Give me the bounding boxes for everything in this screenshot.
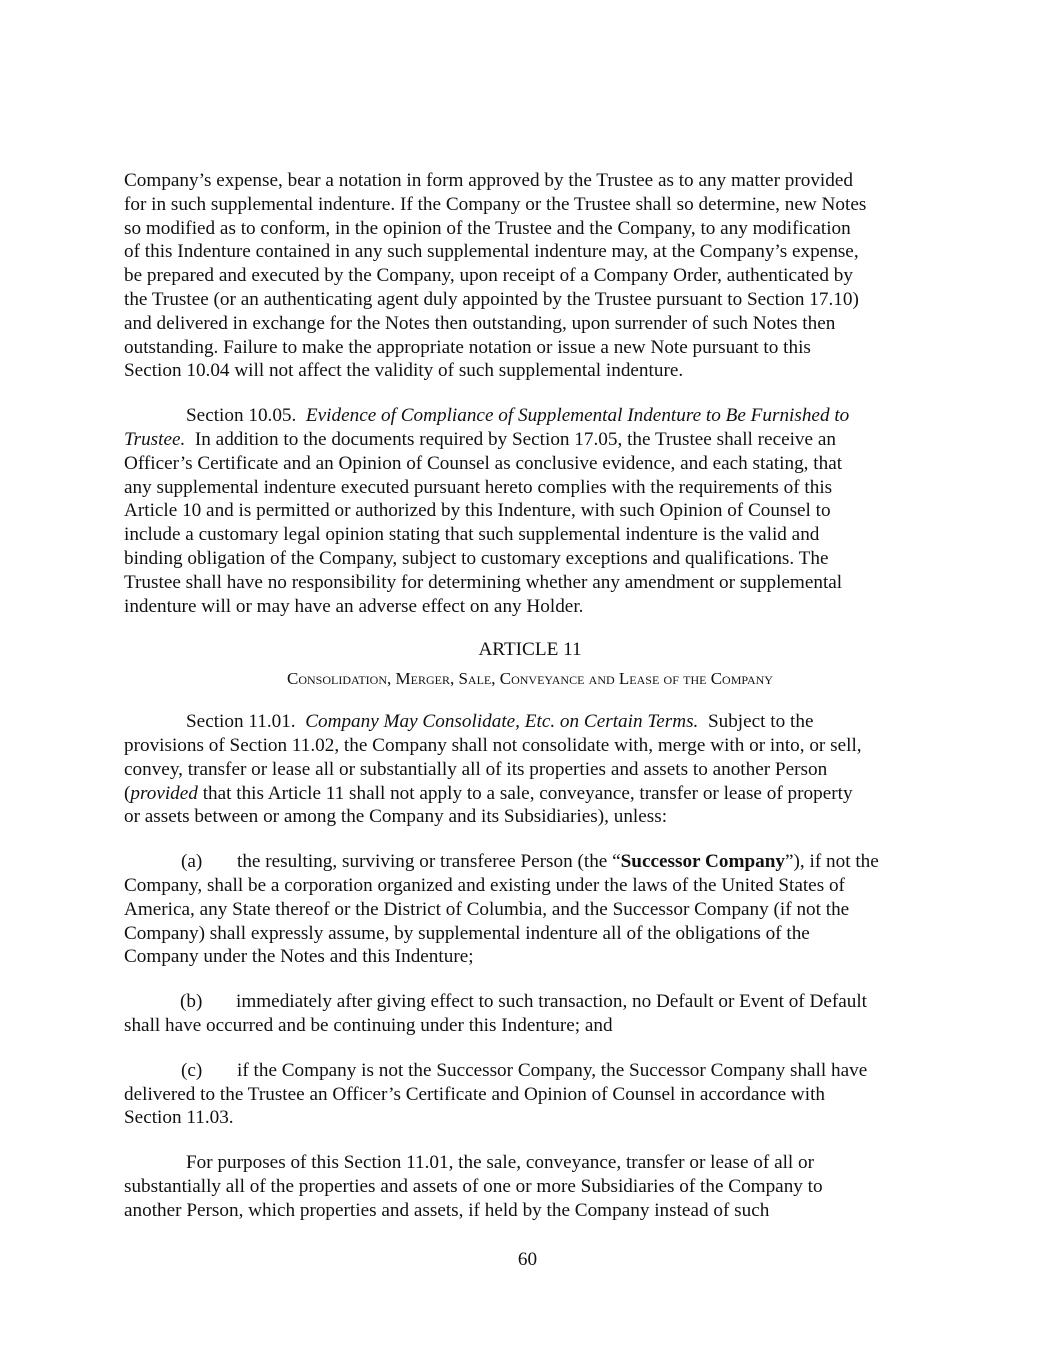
text-line: Company’s expense, bear a notation in form approved by the Trustee as to any matter provided: [124, 170, 853, 191]
text-line: be prepared and executed by the Company, upon receipt of a Company Order, authenticated by: [124, 265, 853, 287]
text-span: immediately after giving effect to such transaction, no Default or Event of Default: [236, 991, 868, 1013]
text-line: Trustee shall have no responsibility for determining whether any amendment or supplemental: [124, 571, 843, 593]
text-span: if the Company is not the Successor Company, the Successor Company shall have: [237, 1059, 868, 1081]
text-line: Company) shall expressly assume, by supplemental indenture all of the obligations of the: [124, 922, 810, 944]
page-number: 60: [517, 1249, 538, 1270]
text-line: Officer’s Certificate and an Opinion of Counsel as conclusive evidence, and each stating, that: [124, 452, 843, 474]
text-line: any supplemental indenture executed pursuant hereto complies with the requirements of this: [124, 476, 833, 498]
text-line: another Person, which properties and assets, if held by the Company instead of such: [124, 1199, 770, 1221]
section-11-01: [124, 710, 936, 829]
section-10-05: [124, 404, 936, 618]
text-line: delivered to the Trustee an Officer’s Certificate and Opinion of Counsel in accordance with: [124, 1083, 826, 1105]
paragraph-supplemental-notation: [124, 169, 936, 383]
text-line: Company, shall be a corporation organized and existing under the laws of the United States of: [124, 874, 845, 896]
list-item-b: [124, 990, 936, 1038]
item-label: (b): [180, 991, 203, 1013]
text-span: ”), if not the: [785, 851, 879, 873]
list-item-c: [124, 1059, 936, 1130]
text-line: Article 10 and is permitted or authorized by this Indenture, with such Opinion of Counsel to: [124, 500, 831, 522]
defined-term: Successor Company: [620, 851, 785, 873]
text-span: In addition to the documents required by Section 17.05, the Trustee shall receive an: [194, 428, 836, 450]
section-number: Section 10.05.: [186, 405, 297, 427]
paragraph-subsidiaries: [124, 1151, 936, 1222]
text-line: indenture will or may have an adverse effect on any Holder.: [124, 595, 584, 617]
section-title-continued: Trustee.: [124, 428, 186, 450]
section-heading-line: [124, 404, 936, 428]
text-span: that this Article 11 shall not apply to a sale, conveyance, transfer or lease of property: [197, 782, 853, 804]
section-heading-line: [124, 710, 936, 734]
section-title: Evidence of Compliance of Supplemental Indenture to Be Furnished to: [305, 405, 850, 427]
text-line: and delivered in exchange for the Notes then outstanding, upon surrender of such Notes then: [124, 312, 836, 334]
text-line: include a customary legal opinion stating that such supplemental indenture is the valid and: [124, 524, 820, 546]
text-line: substantially all of the properties and assets of one or more Subsidiaries of the Company to: [124, 1175, 823, 1197]
text-line: convey, transfer or lease all or substantially all of its properties and assets to another Person: [124, 758, 828, 780]
text-line: or assets between or among the Company and its Subsidiaries), unless:: [124, 806, 668, 828]
list-item-a: [124, 850, 936, 969]
text-line: America, any State thereof or the District of Columbia, and the Successor Company (if not the: [124, 898, 850, 920]
text-line: Section 10.04 will not affect the validity of such supplemental indenture.: [124, 360, 684, 382]
article-title: Consolidation, Merger, Sale, Conveyance and Lease of the Company: [287, 669, 773, 689]
section-title: Company May Consolidate, Etc. on Certain Terms.: [305, 711, 699, 733]
italic-term: provided: [130, 782, 198, 804]
section-number: Section 11.01.: [186, 711, 296, 733]
text-span: the resulting, surviving or transferee Person (the “: [237, 851, 621, 873]
text-line: [124, 850, 936, 874]
text-line: so modified as to conform, in the opinion of the Trustee and the Company, to any modification: [124, 217, 851, 239]
text-line: [124, 428, 936, 452]
text-line: shall have occurred and be continuing under this Indenture; and: [124, 1014, 613, 1036]
text-line: [124, 782, 936, 806]
text-span: Subject to the: [707, 711, 814, 733]
text-span: (: [124, 782, 131, 804]
article-heading: ARTICLE 11: [478, 639, 582, 661]
text-line: [124, 1059, 936, 1083]
text-line: For purposes of this Section 11.01, the sale, conveyance, transfer or lease of all or: [186, 1152, 815, 1174]
text-line: binding obligation of the Company, subject to customary exceptions and qualifications. The: [124, 547, 829, 569]
text-line: of this Indenture contained in any such supplemental indenture may, at the Company’s expense,: [124, 241, 859, 263]
text-line: Section 11.03.: [124, 1107, 234, 1129]
text-line: provisions of Section 11.02, the Company shall not consolidate with, merge with or into, or sell,: [124, 734, 862, 756]
text-line: outstanding. Failure to make the appropriate notation or issue a new Note pursuant to this: [124, 336, 811, 358]
item-label: (c): [181, 1059, 203, 1081]
text-line: for in such supplemental indenture. If the Company or the Trustee shall so determine, new Notes: [124, 193, 867, 215]
document-body: [124, 169, 936, 1222]
item-label: (a): [181, 851, 203, 873]
text-line: [124, 990, 936, 1014]
text-line: the Trustee (or an authenticating agent duly appointed by the Trustee pursuant to Section 17.10): [124, 288, 859, 310]
text-line: Company under the Notes and this Indenture;: [124, 946, 474, 968]
